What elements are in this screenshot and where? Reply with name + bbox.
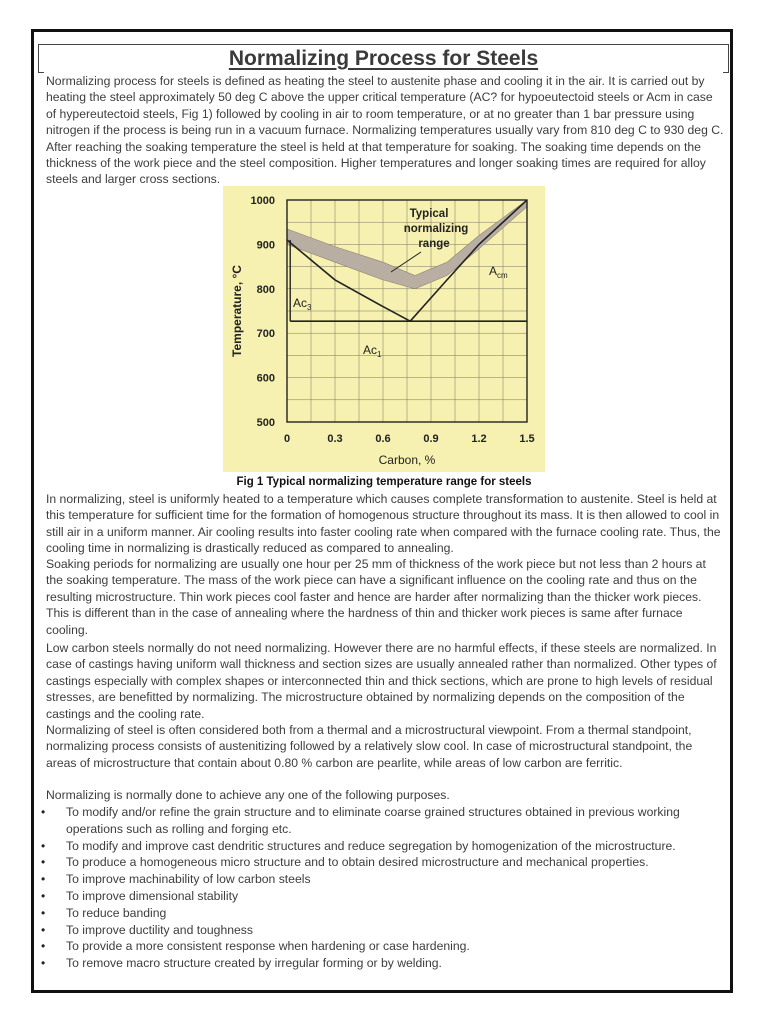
y-tick-label: 900	[256, 239, 275, 252]
y-axis-label: Temperature, °C	[230, 265, 244, 357]
list-item: • To improve dimensional stability	[46, 888, 730, 905]
y-tick-label: 1000	[250, 195, 275, 207]
acm-subscript: cm	[497, 271, 508, 280]
annotation-pointer	[391, 252, 421, 272]
paragraph-definition: Normalizing process for steels is defined as heating the steel to austenite phase and cooling it in the air. It is carried out by heating the steel approximately 50 deg C above the upper critical temperature (AC? for hypoeutectoid steels or Acm in case of hypereutectoid steels, Fig 1) followed by cooling in air to room temperature, or at no greater than 1 bar pressure using nitrogen if the process is being run in a vacuum furnace. Normalizing temperatures usually vary from 810 deg C to 930 deg C. After reaching the soaking temperature the steel is held at that temperature for soaking. The soaking time depends on the thickness of the work piece and the steel composition. Higher temperatures and longer soaking times are required for alloy steels and larger cross sections.	[46, 74, 724, 187]
x-tick-label: 0.6	[375, 433, 391, 445]
paragraph-purposes-intro: Normalizing is normally done to achieve any one of the following purposes.	[46, 788, 450, 802]
y-tick-label: 700	[256, 328, 275, 341]
list-item: • To improve ductility and toughness	[46, 922, 730, 939]
svg-text:Ac1	[363, 343, 382, 359]
ac1-subscript: 1	[377, 350, 382, 359]
paragraph-soaking: Soaking periods for normalizing are usually one hour per 25 mm of thickness of the work piece but not less than 2 hours at the soaking temperature. The mass of the work piece can have a significant influence on the cooling rate and thus on the resulting microstructure. Thin work pieces cool faster and hence are harder after normalizing than the thicker work pieces. This is different than in the case of annealing where the hardness of thin and thicker work pieces is same after furnace cooling.	[46, 557, 706, 637]
x-tick-label: 0.3	[327, 433, 343, 445]
list-item: • To improve machinability of low carbon steels	[46, 871, 730, 888]
purposes-list	[46, 804, 730, 972]
y-tick-label: 800	[256, 283, 275, 296]
ac1-label: Ac	[363, 343, 378, 357]
svg-text:Ac3	[293, 296, 312, 312]
x-axis-label: Carbon, %	[378, 453, 436, 467]
normalizing-chart	[223, 186, 545, 472]
page-title: Normalizing Process for Steels	[228, 47, 539, 70]
annotation-typical: Typical	[409, 208, 449, 220]
list-item: • To remove macro structure created by irregular forming or by welding.	[46, 955, 730, 972]
x-tick-label: 1.2	[471, 433, 487, 445]
x-tick-label: 0	[283, 433, 291, 445]
title-box	[38, 44, 729, 73]
paragraph-low-carbon: Low carbon steels normally do not need normalizing. However there are no harmful effects, if these steels are normalized. In case of castings having uniform wall thickness and section sizes are usually annealed rather than normalized. Other types of castings especially with complex shapes or interconnected thin and thick sections, which are prone to high levels of residual stresses, are benefitted by normalizing. The microstructure obtained by normalizing depends on the composition of the castings and the cooling rate.	[46, 641, 717, 721]
y-tick-label: 500	[256, 417, 275, 429]
y-tick-label: 600	[256, 372, 275, 385]
ac3-subscript: 3	[307, 303, 312, 312]
figure-caption: Fig 1 Typical normalizing temperature range for steels	[236, 476, 532, 488]
list-item: • To modify and improve cast dendritic structures and reduce segregation by homogenization of the microstructure.	[46, 838, 730, 855]
ac3-label: Ac	[293, 296, 308, 310]
acm-label: A	[489, 264, 498, 278]
list-item: • To provide a more consistent response when hardening or case hardening.	[46, 938, 730, 955]
annotation-range: range	[418, 238, 450, 250]
paragraph-thermal-microstructural: Normalizing of steel is often considered both from a thermal and a microstructural viewpoint. From a thermal standpoint, normalizing process consists of austenitizing followed by a relatively slow cool. In case of microstructural standpoint, the areas of microstructure that contain about 0.80 % carbon are pearlite, while areas of low carbon are ferritic.	[46, 723, 693, 770]
list-item: • To modify and/or refine the grain structure and to eliminate coarse grained structures obtained in previous working operations such as rolling and forging etc.	[46, 804, 730, 838]
x-tick-label: 1.5	[519, 433, 535, 445]
list-item: • To produce a homogeneous micro structure and to obtain desired microstructure and mechanical properties.	[46, 854, 730, 871]
paragraph-uniform-heating: In normalizing, steel is uniformly heated to a temperature which causes complete transformation to austenite. Steel is held at this temperature for sufficient time for the formation of homogenous structure throughout its mass. It is then allowed to cool in still air in a uniform manner. Air cooling results into faster cooling rate when compared with the furnace cooling rate. Thus, the cooling time in normalizing is drastically reduced as compared to annealing.	[46, 492, 721, 556]
annotation-normalizing: normalizing	[403, 223, 469, 235]
list-item: • To reduce banding	[46, 905, 730, 922]
x-tick-label: 0.9	[423, 433, 439, 445]
